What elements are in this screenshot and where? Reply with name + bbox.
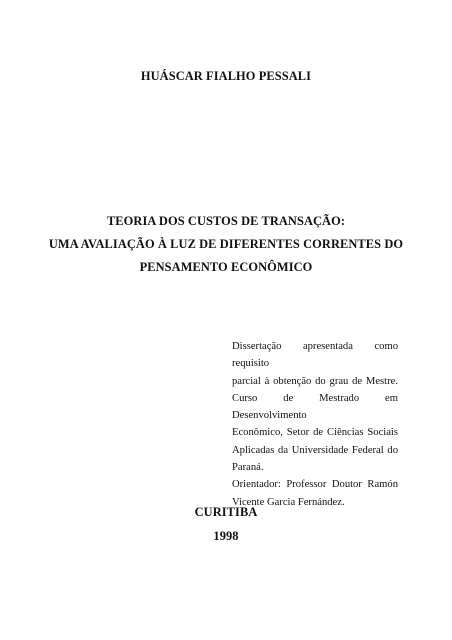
title-line-1: TEORIA DOS CUSTOS DE TRANSAÇÃO: [106, 214, 346, 228]
city: CURITIBA [194, 505, 258, 519]
note-line: Dissertação apresentada como requisito [232, 341, 398, 370]
title-line-2: UMA AVALIAÇÃO À LUZ DE DIFERENTES CORRENTES DO [48, 237, 404, 251]
note-line: Aplicadas da Universidade Federal do [232, 444, 398, 456]
author-name: HUÁSCAR FIALHO PESSALI [140, 69, 312, 83]
note-line: parcial à obtenção do grau de Mestre. [232, 375, 398, 387]
note-line: Econômico, Setor de Ciências Sociais [232, 427, 398, 439]
dissertation-note [232, 338, 398, 511]
thesis-title [0, 210, 452, 279]
note-line: Vicente Garcia Fernández. [232, 496, 345, 508]
note-line: Orientador: Professor Doutor Ramón [232, 479, 398, 491]
title-line-3: PENSAMENTO ECONÔMICO [139, 260, 313, 274]
note-line: Curso de Mestrado em Desenvolvimento [232, 392, 398, 422]
year: 1998 [213, 529, 239, 543]
note-line: Paraná. [232, 462, 264, 474]
